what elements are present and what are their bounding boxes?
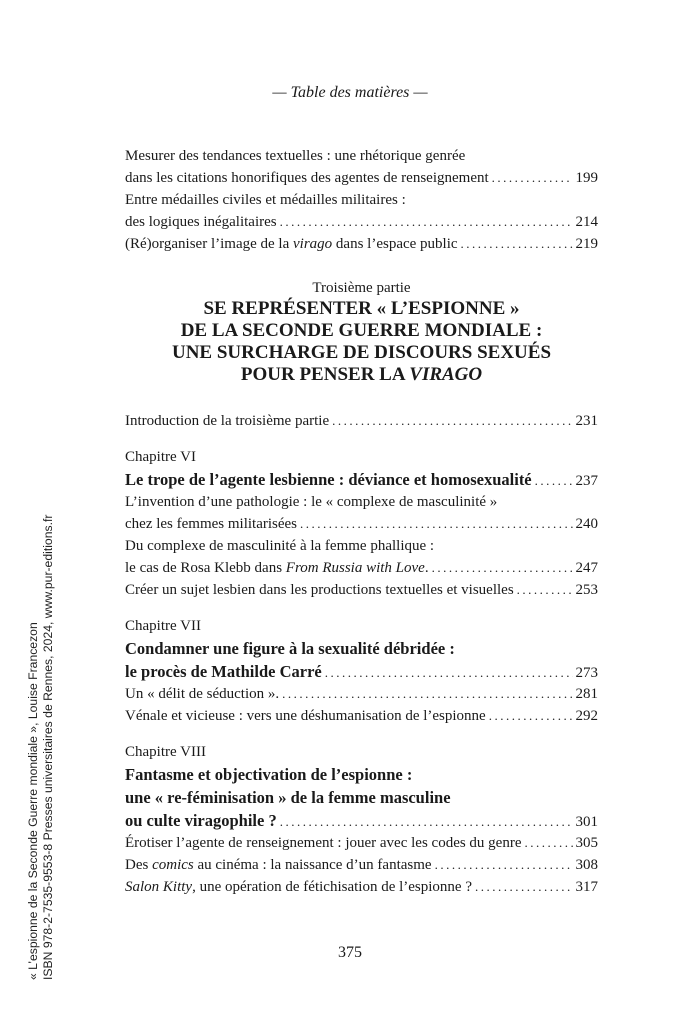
chapter-label: Chapitre VIII	[125, 744, 206, 760]
toc-entry-introduction[interactable]	[125, 410, 598, 432]
chapter-title: ou culte viragophile ?	[125, 811, 277, 830]
toc-entry-title: le cas de Rosa Klebb dans From Russia with Love.	[125, 560, 429, 576]
toc-entry-title: chez les femmes militarisées	[125, 516, 298, 532]
leader-dots	[432, 557, 573, 579]
chapter-title-line: une « re-féminisation » de la femme masculine	[125, 788, 451, 807]
toc-page-number: 281	[575, 686, 598, 702]
toc-page-number: 240	[575, 516, 598, 532]
chapter-title-entry[interactable]	[125, 809, 598, 832]
toc-entry[interactable]	[125, 854, 598, 876]
leader-dots	[325, 661, 573, 684]
toc-entry[interactable]	[125, 233, 598, 255]
leader-dots	[332, 410, 572, 432]
toc-entry[interactable]	[125, 683, 598, 705]
part-title-line: SE REPRÉSENTER « L’ESPIONNE »	[203, 298, 520, 319]
toc-page-number: 247	[575, 560, 598, 576]
running-header: — Table des matières —	[272, 84, 428, 101]
leader-dots	[461, 233, 573, 255]
chapter-7	[125, 615, 598, 727]
chapter-title-line: Condamner une figure à la sexualité débridée :	[125, 639, 455, 658]
toc-entry[interactable]	[125, 211, 598, 233]
side-isbn-line: ISBN 978-2-7535-9553-8 Presses universitaires de Rennes, 2024, www.pur-editions.fr	[41, 514, 55, 980]
toc-entry-line: Entre médailles civiles et médailles militaires :	[125, 192, 406, 208]
leader-dots	[282, 683, 572, 705]
leader-dots	[535, 469, 573, 492]
leader-dots	[517, 579, 573, 601]
toc-page-number: 305	[575, 835, 598, 851]
leader-dots	[492, 167, 573, 189]
toc-page-number: 273	[575, 665, 598, 681]
toc-entry[interactable]	[125, 579, 598, 601]
chapter-6	[125, 446, 598, 601]
toc-page-number: 292	[575, 708, 598, 724]
toc-entry-title: des logiques inégalitaires	[125, 214, 277, 230]
side-citation-line: « L’espionne de la Seconde Guerre mondiale », Louise Francezon	[26, 622, 40, 980]
chapter-title: le procès de Mathilde Carré	[125, 662, 322, 681]
chapter-title-line: Fantasme et objectivation de l’espionne :	[125, 765, 413, 784]
toc-entry-title: Salon Kitty, une opération de fétichisation de l’espionne ?	[125, 879, 472, 895]
toc-page-number: 219	[575, 236, 598, 252]
toc-entry-title: Vénale et vicieuse : vers une déshumanisation de l’espionne	[125, 708, 486, 724]
toc-page-number: 199	[575, 170, 598, 186]
toc-entry-title: Érotiser l’agente de renseignement : jouer avec les codes du genre	[125, 835, 522, 851]
leader-dots	[300, 513, 572, 535]
toc-page-number: 231	[575, 413, 598, 429]
part-title-line: UNE SURCHARGE DE DISCOURS SEXUÉS	[171, 342, 552, 363]
toc-entry-line: Du complexe de masculinité à la femme phallique :	[125, 538, 435, 554]
toc-entry[interactable]	[125, 557, 598, 579]
toc-entry[interactable]	[125, 705, 598, 727]
part-title-line: POUR PENSER LA VIRAGO	[240, 364, 483, 385]
leader-dots	[280, 211, 573, 233]
toc-page-number: 301	[575, 814, 598, 830]
toc-entry-title: Un « délit de séduction ».	[125, 686, 280, 702]
toc-page-number: 237	[575, 473, 598, 489]
toc-page-number: 253	[575, 582, 598, 598]
toc-entry-title: (Ré)organiser l’image de la virago dans l’espace public	[125, 236, 458, 252]
toc-page-number: 317	[575, 879, 598, 895]
leader-dots	[525, 832, 573, 854]
leader-dots	[475, 876, 573, 898]
leader-dots	[280, 810, 573, 833]
leader-dots	[435, 854, 573, 876]
chapter-label: Chapitre VII	[125, 618, 201, 634]
toc-entry-title: dans les citations honorifiques des agentes de renseignement	[125, 170, 489, 186]
table-of-contents	[125, 145, 598, 898]
toc-page-number: 214	[575, 214, 598, 230]
chapter-label: Chapitre VI	[125, 449, 196, 465]
toc-entry[interactable]	[125, 167, 598, 189]
toc-entry[interactable]	[125, 832, 598, 854]
toc-entry-line: L’invention d’une pathologie : le « complexe de masculinité »	[125, 494, 498, 510]
chapter-title-entry[interactable]	[125, 660, 598, 683]
toc-entry-title: Des comics au cinéma : la naissance d’un fantasme	[125, 857, 432, 873]
toc-page-number: 308	[575, 857, 598, 873]
toc-entry[interactable]	[125, 876, 598, 898]
part-title-line: DE LA SECONDE GUERRE MONDIALE :	[180, 320, 543, 341]
side-copyright-notice	[26, 515, 56, 980]
page-number: 375	[338, 944, 362, 961]
part-heading	[125, 278, 598, 386]
toc-entry[interactable]	[125, 513, 598, 535]
leader-dots	[489, 705, 573, 727]
toc-entry-line: Mesurer des tendances textuelles : une rhétorique genrée	[125, 148, 466, 164]
chapter-8	[125, 741, 598, 898]
part-label: Troisième partie	[312, 280, 411, 296]
toc-entry-title: Introduction de la troisième partie	[125, 413, 330, 429]
chapter-title: Le trope de l’agente lesbienne : déviance et homosexualité	[125, 470, 532, 489]
toc-entry-title: Créer un sujet lesbien dans les productions textuelles et visuelles	[125, 582, 514, 598]
chapter-title-entry[interactable]	[125, 468, 598, 491]
